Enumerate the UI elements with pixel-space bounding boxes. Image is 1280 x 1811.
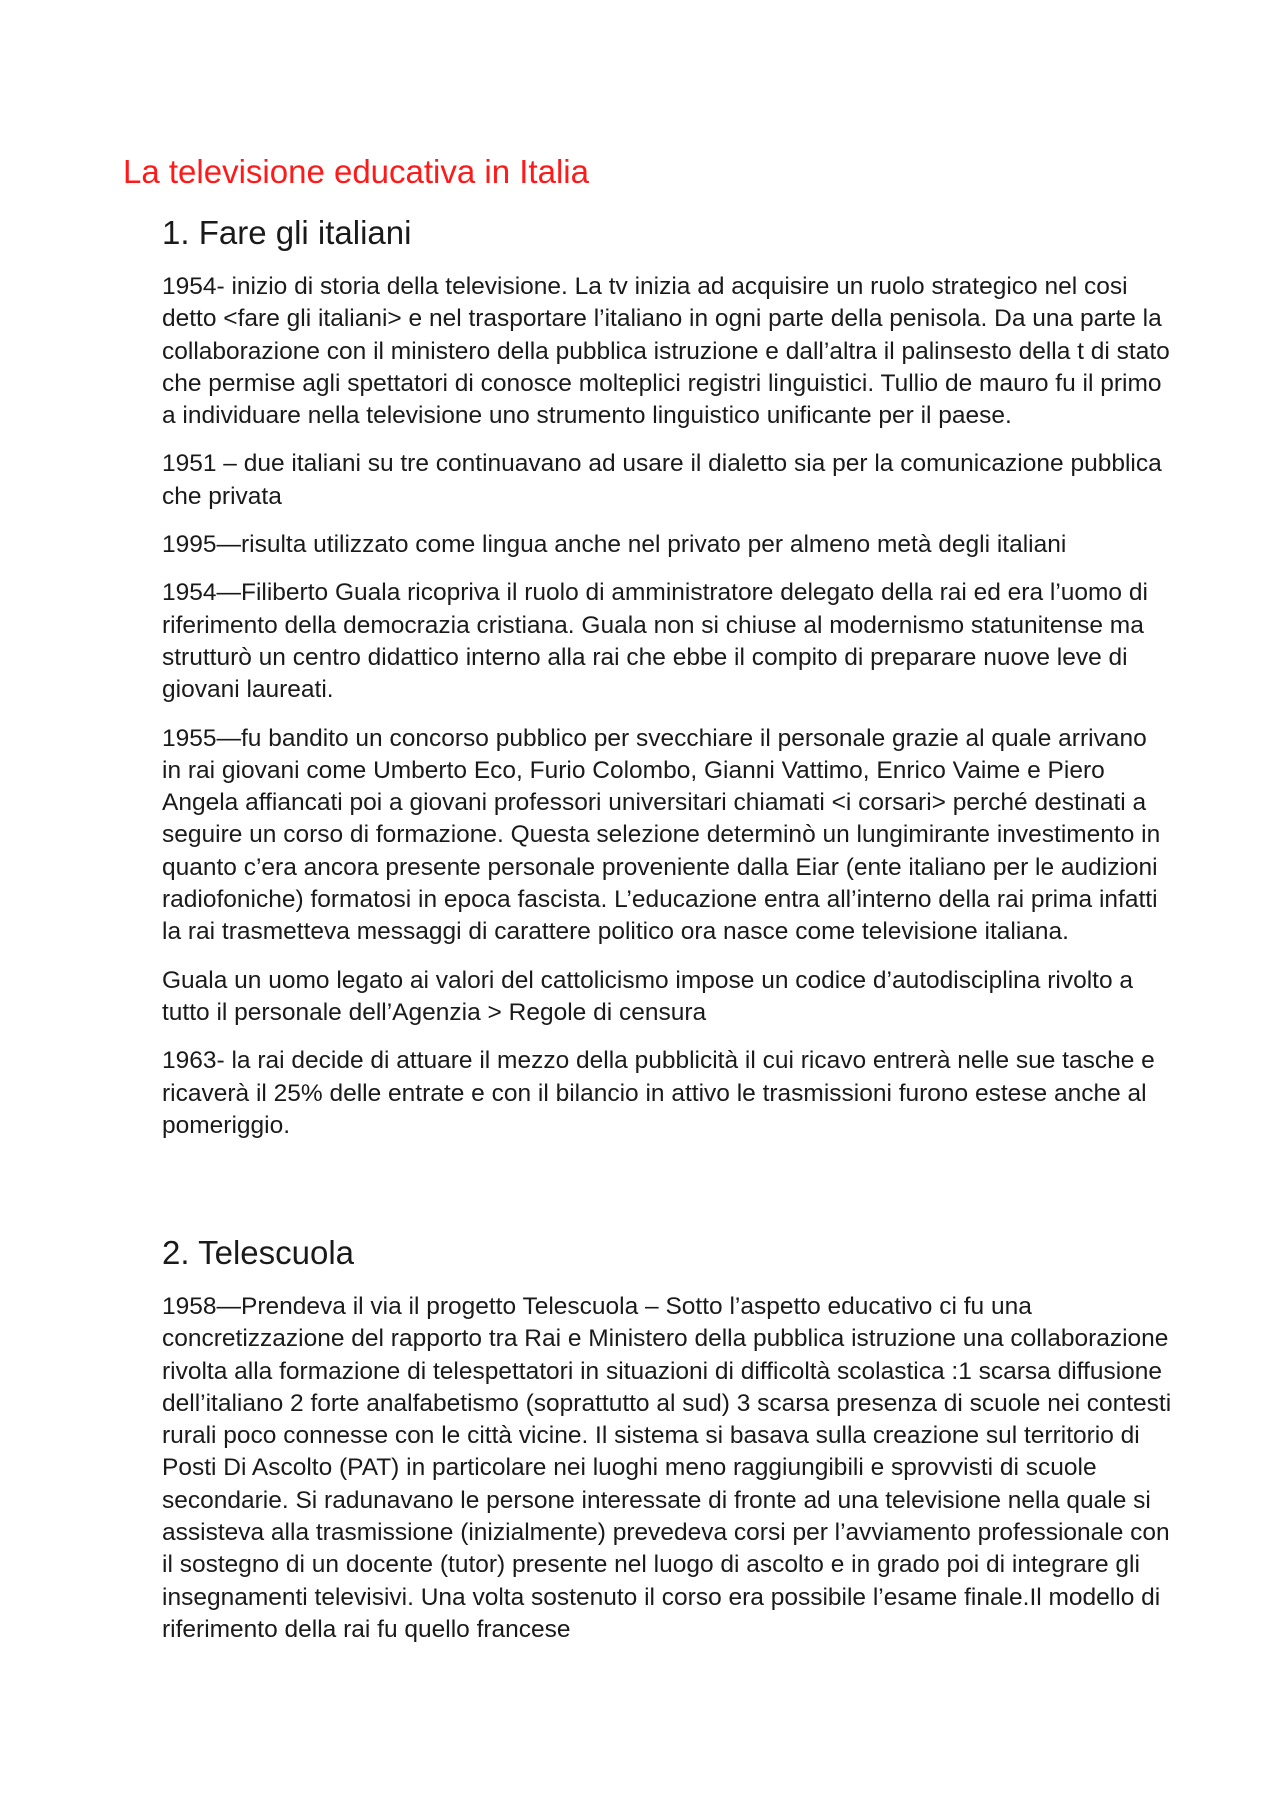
paragraph: 1995—risulta utilizzato come lingua anche nel privato per almeno metà degli italiani — [162, 531, 1067, 559]
paragraph: 1951 – due italiani su tre continuavano ad usare il dialetto sia per la comunicazione pubblica che privata — [162, 450, 1162, 510]
section-heading: 1. Fare gli italiani — [162, 214, 412, 251]
section-fare-gli-italiani — [162, 213, 1172, 1142]
section-telescuola — [162, 1233, 1172, 1646]
paragraph: 1963- la rai decide di attuare il mezzo della pubblicità il cui ricavo entrerà nelle sue tasche e ricaverà il 25% delle entrate e con il bilancio in attivo le trasmissioni furono estese anche al pomeriggio. — [162, 1047, 1155, 1139]
paragraph: 1955—fu bandito un concorso pubblico per svecchiare il personale grazie al quale arrivano in rai giovani come Umberto Eco, Furio Colombo, Gianni Vattimo, Enrico Vaime e Piero Angela affiancati poi a giovani professori universitari chiamati <i corsari> perché destinati a seguire un corso di formazione. Questa selezione determinò un lungimirante investimento in quanto c’era ancora presente personale proveniente dalla Eiar (ente italiano per le audizioni radiofoniche) formatosi in epoca fascista. L’educazione entra all’interno della rai prima infatti la rai trasmetteva messaggi di carattere politico ora nasce come televisione italiana. — [162, 724, 1161, 946]
paragraph: 1958—Prendeva il via il progetto Telescuola – Sotto l’aspetto educativo ci fu una concretizzazione del rapporto tra Rai e Ministero della pubblica istruzione una collaborazione rivolta alla formazione di telespettatori in situazioni di difficoltà scolastica :1 scarsa diffusione dell’italiano 2 forte analfabetismo (soprattutto al sud) 3 scarsa presenza di scuole nei contesti rurali poco connesse con le città vicine. Il sistema si basava sulla creazione sul territorio di Posti Di Ascolto (PAT) in particolare nei luoghi meno raggiungibili e sprovvisti di scuole secondarie. Si radunavano le persone interessate di fronte ad una televisione nella quale si assisteva alla trasmissione (inizialmente) prevedeva corsi per l’avviamento professionale con il sostegno di un docente (tutor) presente nel luogo di ascolto e in grado poi di integrare gli insegnamenti televisivi. Una volta sostenuto il corso era possibile l’esame finale.Il modello di riferimento della rai fu quello francese — [162, 1293, 1172, 1643]
document-title: La televisione educativa in Italia — [123, 153, 589, 190]
paragraph: 1954- inizio di storia della televisione. La tv inizia ad acquisire un ruolo strategico nel cosi detto <fare gli italiani> e nel trasportare l’italiano in ogni parte della penisola. Da una parte la collaborazione con il ministero della pubblica istruzione e dall’altra il palinsesto della t di stato che permise agli spettatori di conosce molteplici registri linguistici. Tullio de mauro fu il primo a individuare nella televisione uno strumento linguistico unificante per il paese. — [162, 273, 1170, 430]
paragraph: Guala un uomo legato ai valori del cattolicismo impose un codice d’autodisciplina rivolto a tutto il personale dell’Agenzia > Regole di censura — [162, 966, 1134, 1026]
paragraph: 1954—Filiberto Guala ricopriva il ruolo di amministratore delegato della rai ed era l’uomo di riferimento della democrazia cristiana. Guala non si chiuse al modernismo statunitense ma strutturò un centro didattico interno alla rai che ebbe il compito di preparare nuove leve di giovani laureati. — [162, 579, 1148, 704]
section-heading: 2. Telescuola — [162, 1234, 355, 1271]
